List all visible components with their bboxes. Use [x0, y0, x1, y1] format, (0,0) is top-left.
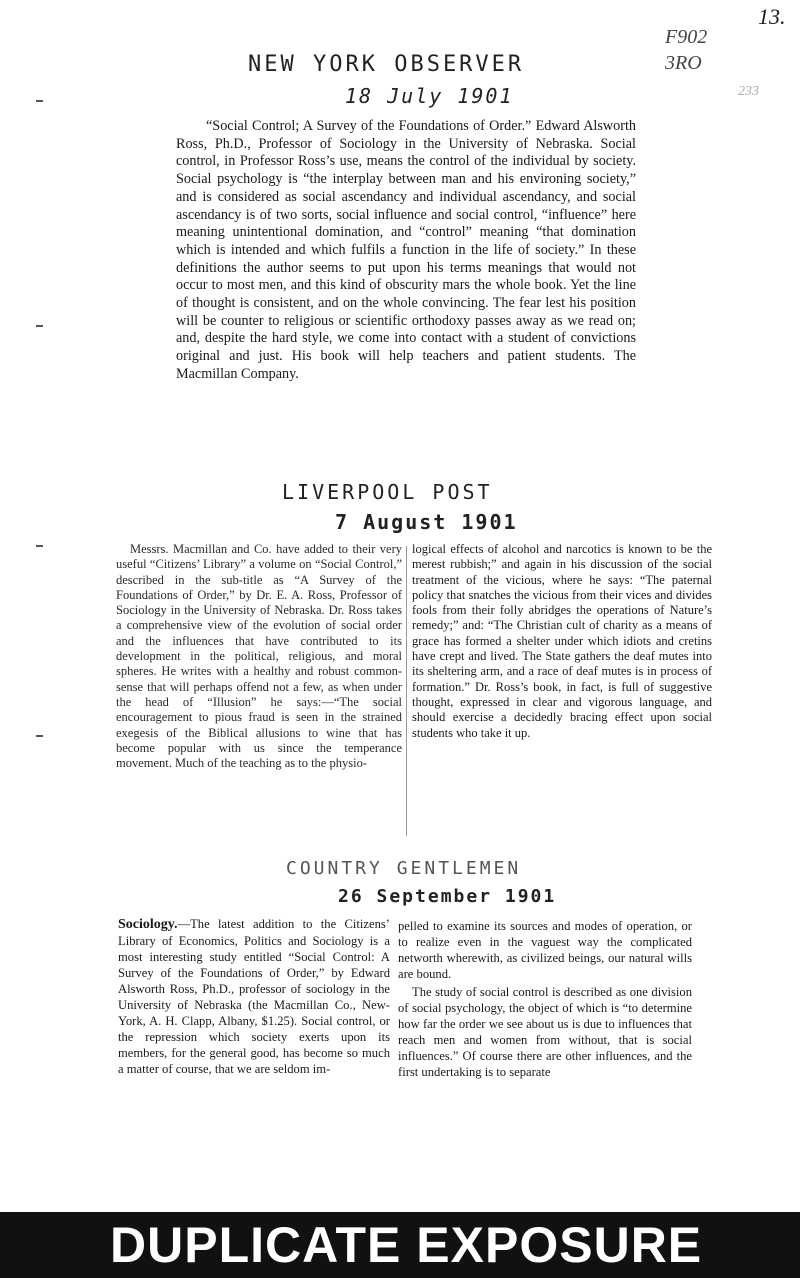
margin-tick: [36, 735, 43, 737]
margin-tick: [36, 325, 43, 327]
clip3-column-2: [398, 918, 692, 1080]
clip3-source: COUNTRY GENTLEMEN: [286, 858, 522, 879]
archive-mark: F902 3RO: [665, 26, 708, 74]
clip3-column-1: [118, 916, 390, 1077]
clip3-date: 26 September 1901: [338, 886, 557, 907]
clip3-column-2-paragraph-2: The study of social control is described as one division of social psychology, the object of which is “to determine how far the order we see about us is due to influences that reach men and women from without, that is social influences.” Of course there are other influences, and the first undertaking is to separate: [398, 985, 692, 1079]
clip3-column-1-text: —The latest addition to the Citizens’ Library of Economics, Politics and Sociology is a most interesting study entitled “Social Control: A Survey of the Foundations of Order,” by Edward Alsworth Ross, Ph.D., professor of sociology in the University of Nebraska (the Macmillan Co., New-York, A. H. Clapp, Albany, $1.25). Social control, or the repression which society exerts upon its members, for the general good, has become so much a matter of course, that we are seldom im-: [118, 917, 390, 1076]
clip1-article: “Social Control; A Survey of the Foundations of Order.” Edward Alsworth Ross, Ph.D., Professor of Sociology in the University of Nebraska. Social control, in Professor Ross’s use, means the control of the individual by society. Social psychology is “the interplay between man and his environing society,” and is considered as social ascendancy and individual ascendancy, and social ascendancy is of two sorts, social influence and social control, “influence” here meaning unintentional domination, and “control” meaning “that domination which is intended and which fulfils a function in the life of society.” In these definitions the author seems to put upon his terms meanings that would not occur to most men, and this kind of obscurity mars the whole book. Yet the line of thought is consistent, and on the whole convincing. The fear lest his position will be counter to religious or scientific orthodoxy passes away as we read on; and, despite the hard style, we come into contact with a student of convictions original and just. His book will help teachers and patient students. The Macmillan Company.: [176, 118, 636, 382]
clip1-date: 18 July 1901: [345, 84, 514, 108]
duplicate-exposure-label: DUPLICATE EXPOSURE: [110, 1217, 703, 1273]
clip3-lead: Sociology.: [118, 917, 178, 932]
page-number: 13.: [758, 4, 786, 29]
clip2-column-1: Messrs. Macmillan and Co. have added to their very useful “Citizens’ Library” a volume on “Social Control,” described in the sub-title as “A Survey of the Foundations of Order,” by Dr. E. A. Ross, Professor of Sociology in the University of Nebraska. Dr. Ross takes a comprehensive view of the evolution of social order and the influences that have contributed to its development in the political, religious, and moral spheres. He writes with a healthy and robust common-sense that will perhaps offend not a few, as when under the head of “Illusion” he says:—“The social encouragement to pious fraud is seen in the strained exegesis of the Biblical allusions to wine that has become popular with us since the temperance movement. Much of the teaching as to the physio-: [116, 542, 402, 771]
clip2-column-2: logical effects of alcohol and narcotics is known to be the merest rubbish;” and again in his discussion of the social treatment of the vicious, where he says: “The paternal policy that snatches the vicious from their vices and divides fools from their folly abridges the operations of Nature’s remedy;” and: “The Christian cult of charity as a means of grace has formed a shelter under which idiots and cretins have crept and lived. The State gathers the deaf mutes into its sheltering arm, and a race of deaf mutes is in process of formation.” Dr. Ross’s book, in fact, is full of suggestive thought, expressed in clear and vigorous language, and should exercise a decidedly bracing effect upon social students who take it up.: [412, 542, 712, 740]
margin-tick: [36, 545, 43, 547]
margin-tick: [36, 100, 43, 102]
margin-note: 233: [738, 84, 759, 99]
clip2-date: 7 August 1901: [335, 510, 518, 534]
clip2-source: LIVERPOOL POST: [282, 480, 493, 504]
clip3-column-2-paragraph-1: pelled to examine its sources and modes of operation, or to realize even in the vaguest way the complicated networth wherewith, as civilized beings, our natural wills are bound.: [398, 919, 692, 981]
clip1-source: NEW YORK OBSERVER: [248, 52, 525, 77]
duplicate-exposure-banner: [0, 1212, 800, 1278]
column-rule: [406, 546, 407, 836]
